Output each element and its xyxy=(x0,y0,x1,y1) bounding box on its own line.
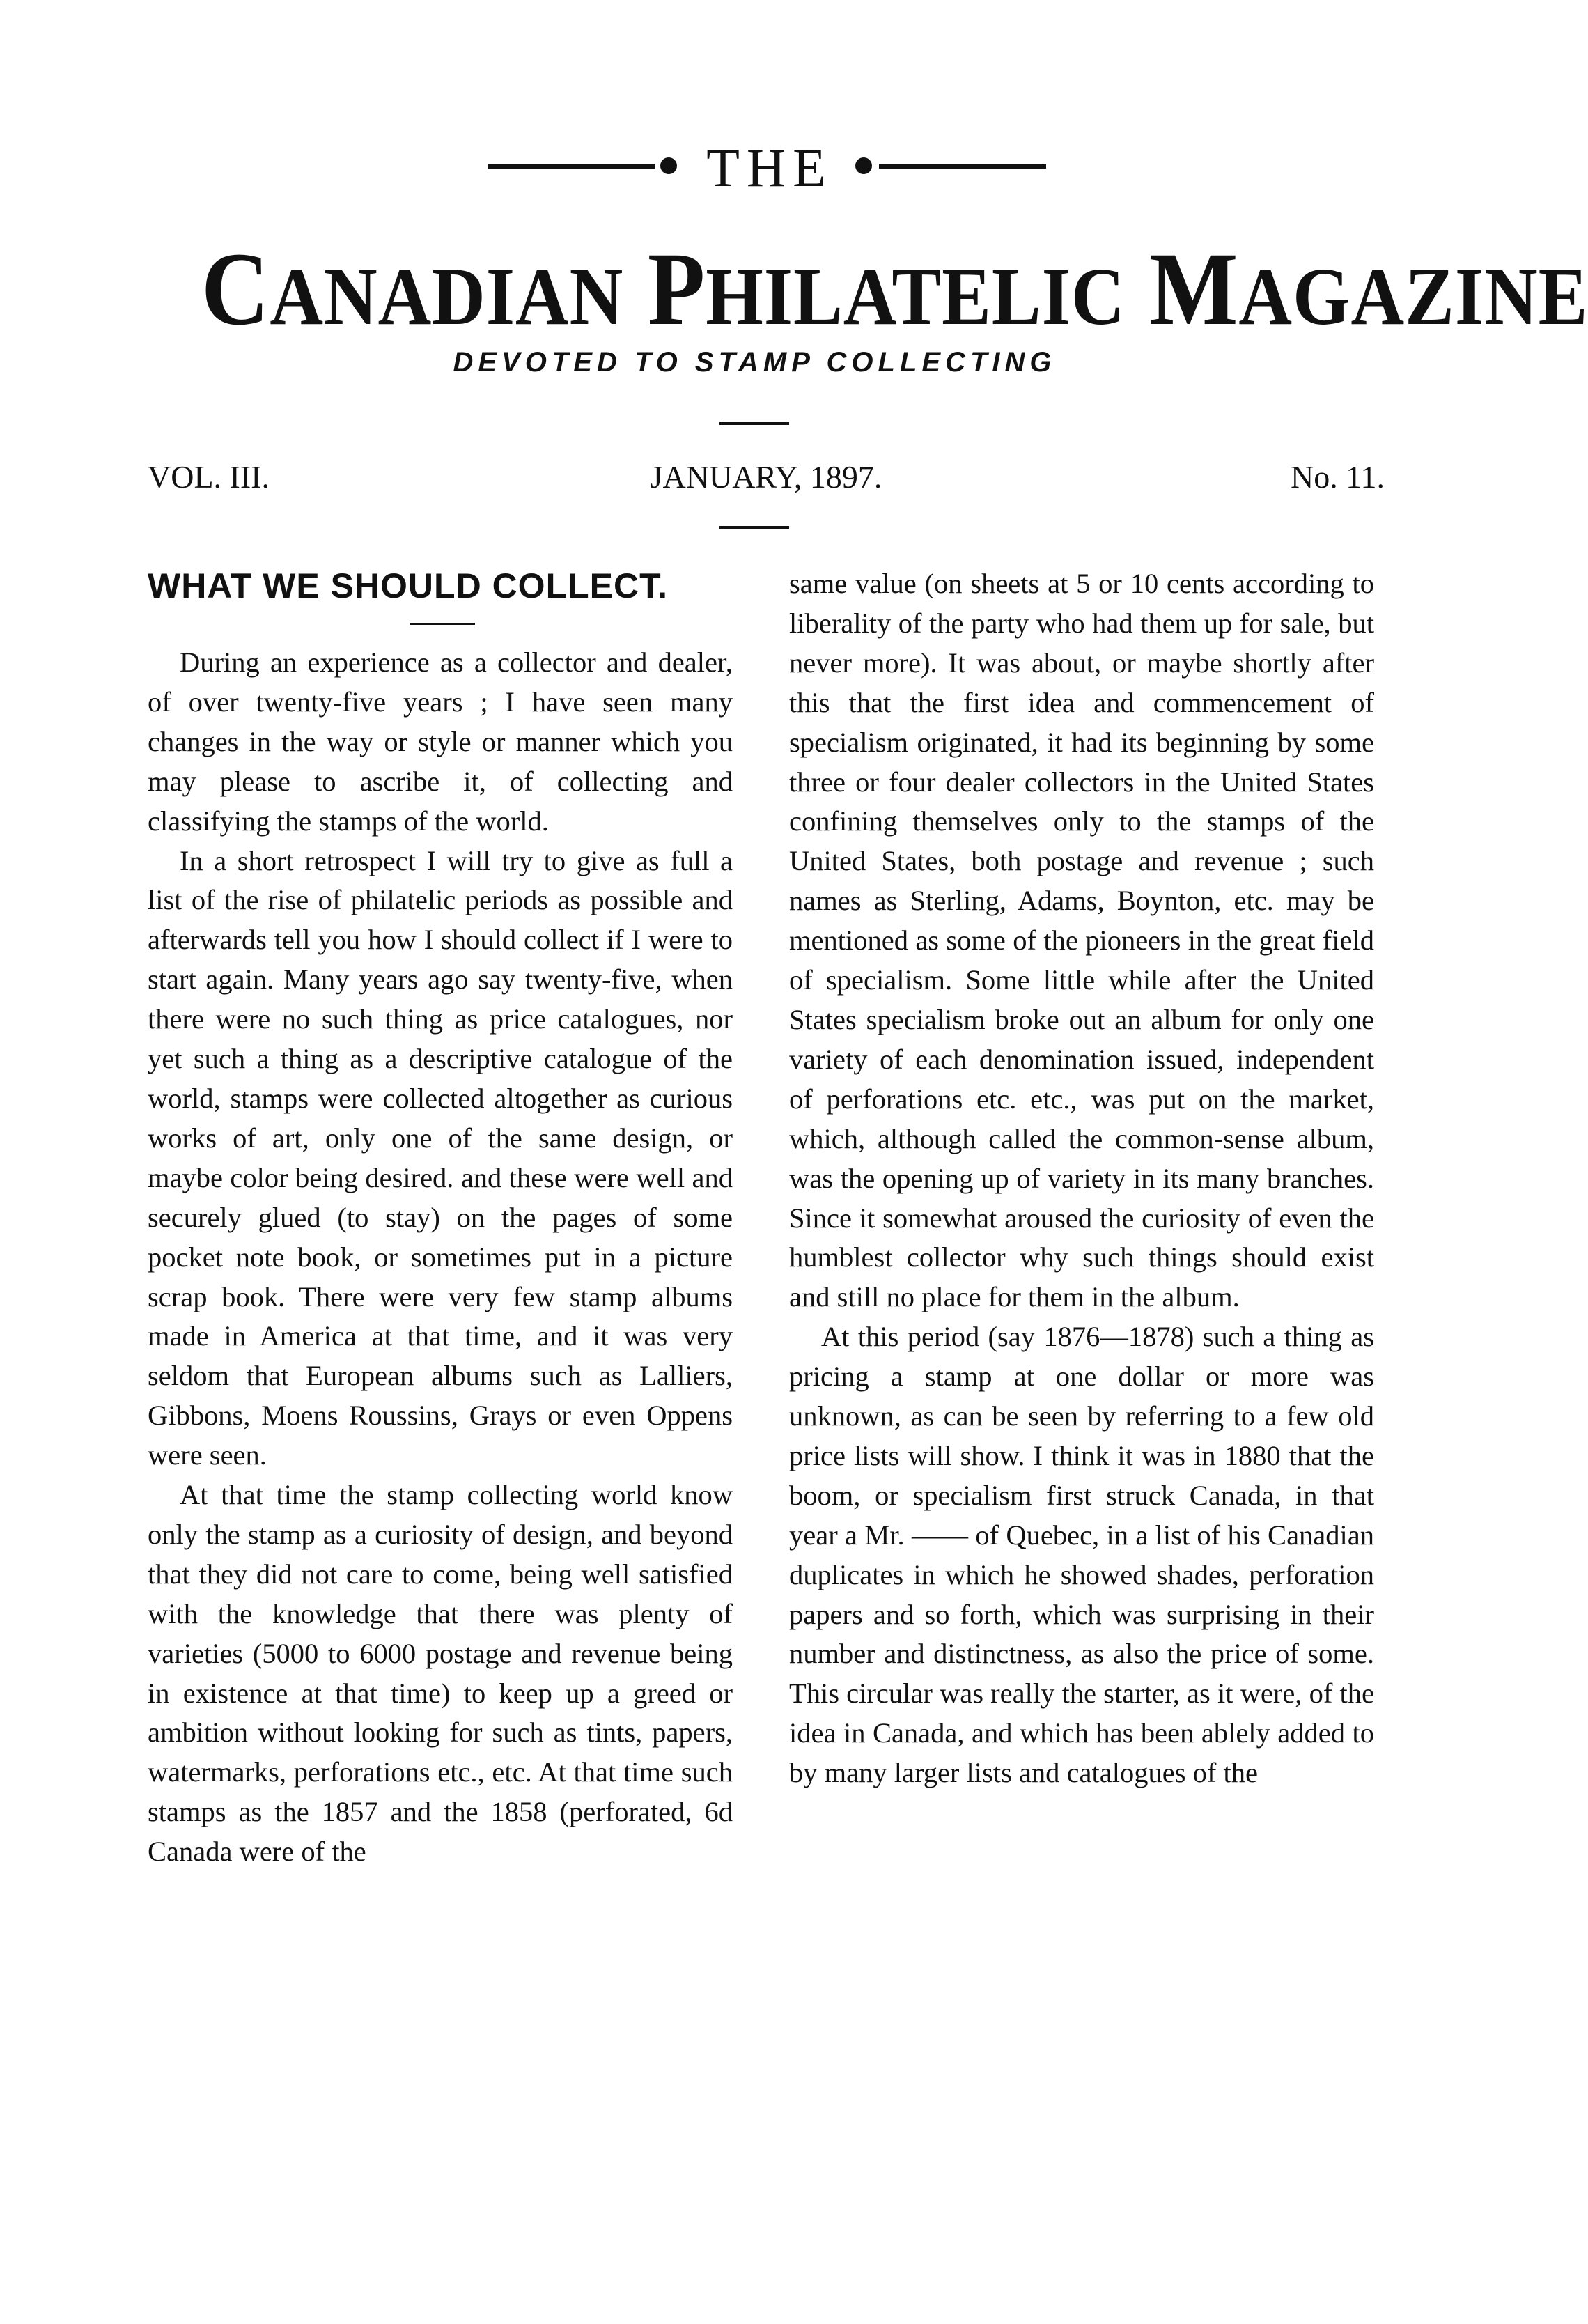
right-ornament-dot xyxy=(855,157,872,174)
the-header-row xyxy=(0,137,1509,199)
left-ornament-dot xyxy=(660,157,677,174)
issue-info-line xyxy=(148,453,1385,502)
masthead-text: CANADIAN PHILATELIC MAGAZINE xyxy=(201,231,1588,347)
left-ornament-rule xyxy=(488,164,655,169)
header-divider-top xyxy=(719,422,789,425)
title-divider xyxy=(410,623,475,625)
the-word: THE xyxy=(706,137,833,198)
masthead-title xyxy=(201,230,1588,356)
paragraph-4: same value (on sheets at 5 or 10 cents according to liberality of the party who had them up for sale, but never more). It was about, or maybe shortly after this that the first idea and commencement of specialism originated, it had its beginning by some three or four dealer collectors in the United States confining themselves only to the stamps of the United States, both postage and revenue ; such names as Sterling, Adams, Boynton, etc. may be mentioned as some of the pioneers in the great field of specialism. Some little while after the United States specialism broke out an album for only one variety of each denomination issued, independent of perforations etc. etc., was put on the market, which, although called the common-sense album, was the opening up of variety in its many branches. Since it somewhat aroused the curiosity of even the humblest collector why such things should exist and still no place for them in the album. xyxy=(789,568,1374,1313)
article-title: WHAT WE SHOULD COLLECT. xyxy=(148,566,668,605)
issue-number: No. 11. xyxy=(1290,459,1385,495)
header-divider-bottom xyxy=(719,526,789,529)
left-column xyxy=(148,564,733,1872)
issue-date: JANUARY, 1897. xyxy=(650,459,882,495)
paragraph-2: In a short retrospect I will try to give as full a list of the rise of philatelic periods as possible and afterwards tell you how I should collect if I were to start again. Many years ago say twenty-five, when there were no such thing as price catalogues, nor yet such a thing as a descriptive catalogue of the world, stamps were collected altogether as curious works of art, only one of the same design, or maybe color being desired. and these were well and securely glued (to stay) on the pages of some pocket note book, or sometimes put in a picture scrap book. There were very few stamp albums made in America at that time, and it was very seldom that European albums such as Lalliers, Gibbons, Moens Roussins, Grays or even Oppens were seen. xyxy=(148,844,733,1471)
tagline: DEVOTED TO STAMP COLLECTING xyxy=(453,347,1057,378)
volume-label: VOL. III. xyxy=(148,459,270,495)
paragraph-3: At that time the stamp collecting world know only the stamp as a curiosity of design, and beyond that they did not care to come, being well satisfied with the knowledge that there was plenty of varieties (5000 to 6000 postage and revenue being in existence at that time) to keep up a greed or ambition without looking for such as tints, papers, watermarks, perforations etc., etc. At that time such stamps as the 1857 and the 1858 (perforated, 6d Canada were of the xyxy=(148,1479,733,1868)
right-column xyxy=(789,564,1374,1793)
paragraph-1: During an experience as a collector and dealer, of over twenty-five years ; I have seen many changes in the way or style or manner which you may please to ascribe it, of collecting and classifying the stamps of the world. xyxy=(148,646,733,837)
right-ornament-rule xyxy=(879,164,1046,169)
paragraph-5: At this period (say 1876—1878) such a thing as pricing a stamp at one dollar or more was unknown, as can be seen by referring to a few old price lists will show. I think it was in 1880 that the boom, or specialism first struck Canada, in that year a Mr. —— of Quebec, in a list of his Canadian duplicates in which he showed shades, perforation papers and so forth, which was surprising in their number and distinctness, as also the price of some. This circular was really the starter, as it were, of the idea in Canada, and which has been ablely added to by many larger lists and catalogues of the xyxy=(789,1321,1374,1789)
